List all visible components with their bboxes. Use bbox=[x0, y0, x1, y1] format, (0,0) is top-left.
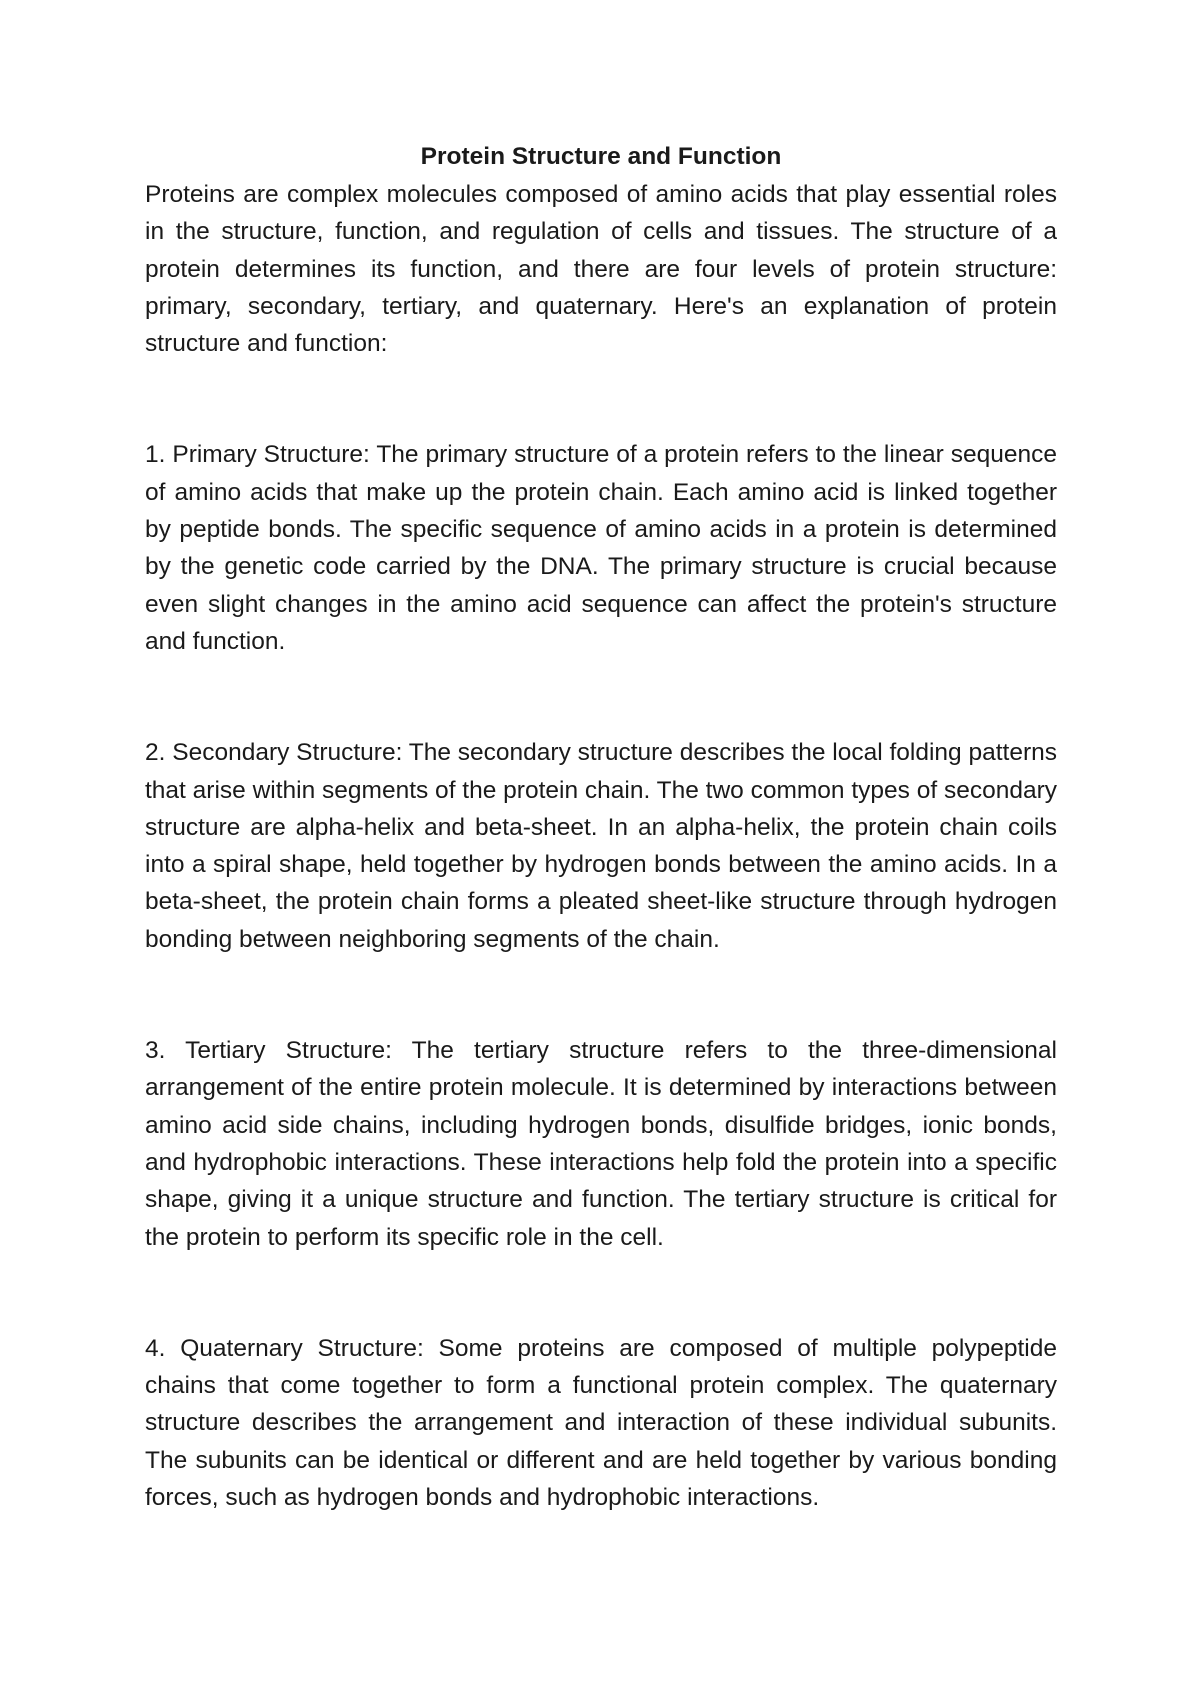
quaternary-structure-paragraph: 4. Quaternary Structure: Some proteins are composed of multiple polypeptide chains that come together to form a functional protein complex. The quaternary structure describes the arrangement and interaction of these individual subunits. The subunits can be identical or different and are held together by various bonding forces, such as hydrogen bonds and hydrophobic interactions. bbox=[145, 1334, 1057, 1512]
secondary-structure-paragraph: 2. Secondary Structure: The secondary structure describes the local folding patterns that arise within segments of the protein chain. The two common types of secondary structure are alpha-helix and beta-sheet. In an alpha-helix, the protein chain coils into a spiral shape, held together by hydrogen bonds between the amino acids. In a beta-sheet, the protein chain forms a pleated sheet-like structure through hydrogen bonding between neighboring segments of the chain. bbox=[145, 739, 1057, 953]
document-body bbox=[145, 138, 1057, 1516]
paragraph-spacer bbox=[145, 1256, 1057, 1330]
paragraph-spacer bbox=[145, 958, 1057, 1032]
document-title: Protein Structure and Function bbox=[420, 143, 782, 170]
intro-paragraph: Proteins are complex molecules composed of amino acids that play essential roles in the structure, function, and regulation of cells and tissues. The structure of a protein determines its function, and there are four levels of protein structure: primary, secondary, tertiary, and quaternary. Here's an explanation of protein structure and function: bbox=[145, 181, 1057, 358]
tertiary-structure-paragraph: 3. Tertiary Structure: The tertiary structure refers to the three-dimensional arrangement of the entire protein molecule. It is determined by interactions between amino acid side chains, including hydrogen bonds, disulfide bridges, ionic bonds, and hydrophobic interactions. These interactions help fold the protein into a specific shape, giving it a unique structure and function. The tertiary structure is critical for the protein to perform its specific role in the cell. bbox=[145, 1037, 1057, 1251]
paragraph-spacer bbox=[145, 660, 1057, 734]
primary-structure-paragraph: 1. Primary Structure: The primary structure of a protein refers to the linear sequence of amino acids that make up the protein chain. Each amino acid is linked together by peptide bonds. The specific sequence of amino acids in a protein is determined by the genetic code carried by the DNA. The primary structure is crucial because even slight changes in the amino acid sequence can affect the protein's structure and function. bbox=[145, 441, 1057, 655]
paragraph-spacer bbox=[145, 362, 1057, 436]
